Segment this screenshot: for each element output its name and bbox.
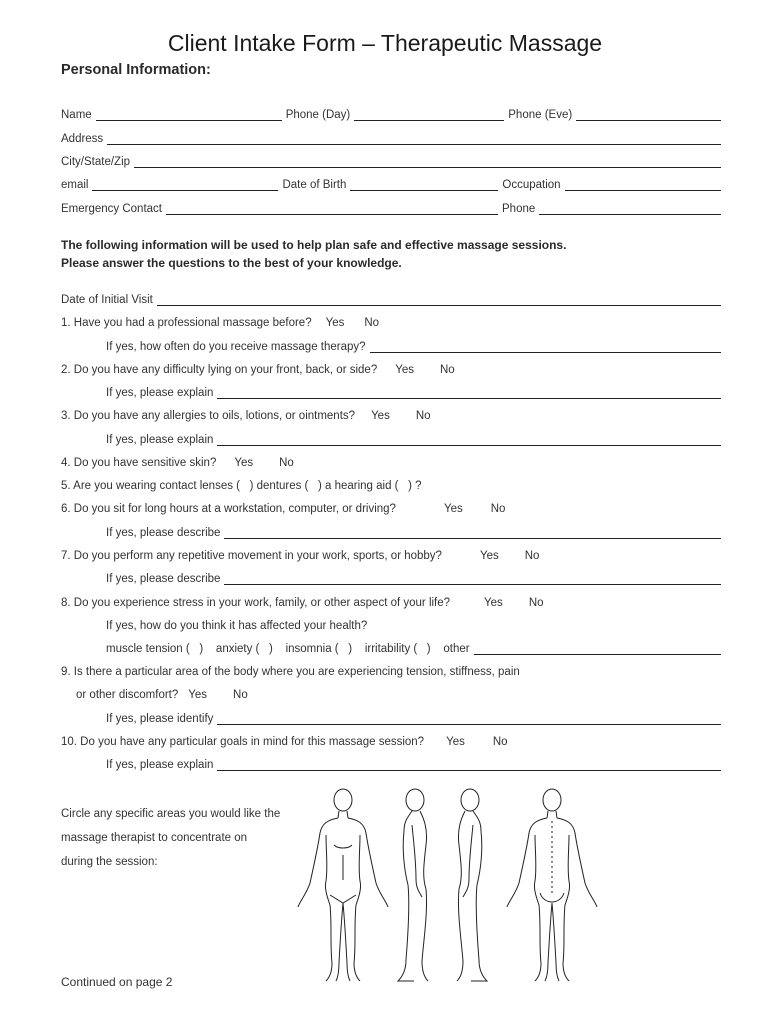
question-6-follow [106,523,725,539]
circle-text-line-1: Circle any specific areas you would like the [61,808,281,820]
q8-other-field[interactable] [474,642,721,655]
q3-no[interactable]: No [415,410,431,422]
q2-follow-field[interactable] [217,386,721,399]
question-2-follow [106,383,725,399]
q2-yes[interactable]: Yes [395,364,414,376]
q4-yes[interactable]: Yes [234,457,254,469]
date-initial-visit-label: Date of Initial Visit [61,294,153,306]
phone-eve-field[interactable] [576,108,721,121]
row-emergency [61,199,725,215]
q5-text: 5. Are you wearing contact lenses ( ) dentures ( ) a hearing aid ( ) ? [61,480,422,492]
q7-yes[interactable]: Yes [479,550,499,562]
intro-line-1: The following information will be used to help plan safe and effective massage sessions. [61,238,567,252]
phone-label: Phone [502,203,536,215]
body-diagram[interactable] [290,785,620,985]
row-name-phone [61,105,725,121]
date-initial-visit-field[interactable] [157,293,721,306]
question-1 [61,313,725,329]
q7-follow-field[interactable] [224,572,721,585]
phone-eve-label: Phone (Eve) [508,109,573,121]
question-8-options [106,639,725,655]
q1-no[interactable]: No [364,317,380,329]
q7-no[interactable]: No [524,550,540,562]
footer-continued: Continued on page 2 [61,975,173,989]
emergency-contact-label: Emergency Contact [61,203,162,215]
city-state-zip-label: City/State/Zip [61,156,131,168]
q9-follow-label: If yes, please identify [106,713,214,725]
q8-text: 8. Do you experience stress in your work, family, or other aspect of your life? [61,597,451,609]
form-title: Client Intake Form – Therapeutic Massage [167,30,603,56]
question-5 [61,476,725,492]
name-label: Name [61,109,92,121]
q7-follow-label: If yes, please describe [106,573,221,585]
q2-no[interactable]: No [439,364,455,376]
q3-yes[interactable]: Yes [371,410,390,422]
body-back-figure[interactable] [507,789,597,981]
q6-no[interactable]: No [490,503,506,515]
q6-text: 6. Do you sit for long hours at a workstation, computer, or driving? [61,503,396,515]
row-address [61,129,725,145]
address-field[interactable] [107,132,721,145]
q6-yes[interactable]: Yes [443,503,463,515]
dob-field[interactable] [350,178,498,191]
question-1-follow [106,337,725,353]
email-label: email [61,179,89,191]
circle-text-line-3: during the session: [61,856,158,868]
q6-follow-label: If yes, please describe [106,527,221,539]
q8-options-label: muscle tension ( ) anxiety ( ) insomnia ( ) irritability ( ) other [106,643,470,655]
q9-text-line2: or other discomfort? [76,689,179,701]
q10-text: 10. Do you have any particular goals in mind for this massage session? [61,736,425,748]
q9-yes[interactable]: Yes [188,689,208,701]
row-city [61,152,725,168]
intro-text [61,236,701,272]
q10-yes[interactable]: Yes [446,736,465,748]
question-6 [61,499,725,515]
emergency-contact-field[interactable] [166,202,498,215]
q10-follow-label: If yes, please explain [106,759,214,771]
q9-follow-field[interactable] [217,712,721,725]
q2-follow-label: If yes, please explain [106,387,214,399]
q3-follow-label: If yes, please explain [106,434,214,446]
address-label: Address [61,133,104,145]
q7-text: 7. Do you perform any repetitive movement in your work, sports, or hobby? [61,550,442,562]
q9-no[interactable]: No [233,689,248,701]
q2-text: 2. Do you have any difficulty lying on your front, back, or side? [61,364,378,376]
q8-no[interactable]: No [528,597,544,609]
q9-text-line1: 9. Is there a particular area of the body where you are experiencing tension, stiffness, pain [61,666,520,678]
body-front-figure[interactable] [298,789,388,981]
question-9 [61,662,725,678]
question-7-follow [106,569,725,585]
q1-follow-field[interactable] [370,340,721,353]
q8-follow-label: If yes, how do you think it has affected your health? [106,620,368,632]
intro-line-2: Please answer the questions to the best of your knowledge. [61,256,402,270]
q4-text: 4. Do you have sensitive skin? [61,457,217,469]
question-7 [61,546,725,562]
body-side-figure-2[interactable] [457,789,487,981]
q1-text: 1. Have you had a professional massage before? [61,317,312,329]
occupation-label: Occupation [502,179,561,191]
question-3-follow [106,430,725,446]
name-field[interactable] [96,108,282,121]
q3-text: 3. Do you have any allergies to oils, lotions, or ointments? [61,410,356,422]
q10-follow-field[interactable] [217,758,721,771]
question-9-follow [106,709,725,725]
question-10 [61,732,725,748]
question-9-line2 [76,685,725,701]
q6-follow-field[interactable] [224,526,721,539]
q1-yes[interactable]: Yes [325,317,345,329]
occupation-field[interactable] [565,178,721,191]
city-state-zip-field[interactable] [134,155,721,168]
q3-follow-field[interactable] [217,433,721,446]
question-4 [61,453,725,469]
q8-yes[interactable]: Yes [484,597,503,609]
question-8 [61,593,725,609]
question-2 [61,360,725,376]
row-email [61,175,725,191]
q4-no[interactable]: No [279,457,294,469]
question-8-follow [106,616,725,632]
phone-field[interactable] [539,202,721,215]
phone-day-label: Phone (Day) [285,109,351,121]
question-3 [61,406,725,422]
phone-day-field[interactable] [354,108,504,121]
row-date-visit [61,290,725,306]
email-field[interactable] [92,178,278,191]
q1-follow-label: If yes, how often do you receive massage therapy? [106,341,366,353]
dob-label: Date of Birth [282,179,347,191]
q10-no[interactable]: No [492,736,508,748]
body-side-figure-1[interactable] [398,789,428,981]
personal-info-heading: Personal Information: [61,62,211,78]
question-10-follow [106,755,725,771]
circle-instructions [61,802,311,874]
circle-text-line-2: massage therapist to concentrate on [61,832,248,844]
